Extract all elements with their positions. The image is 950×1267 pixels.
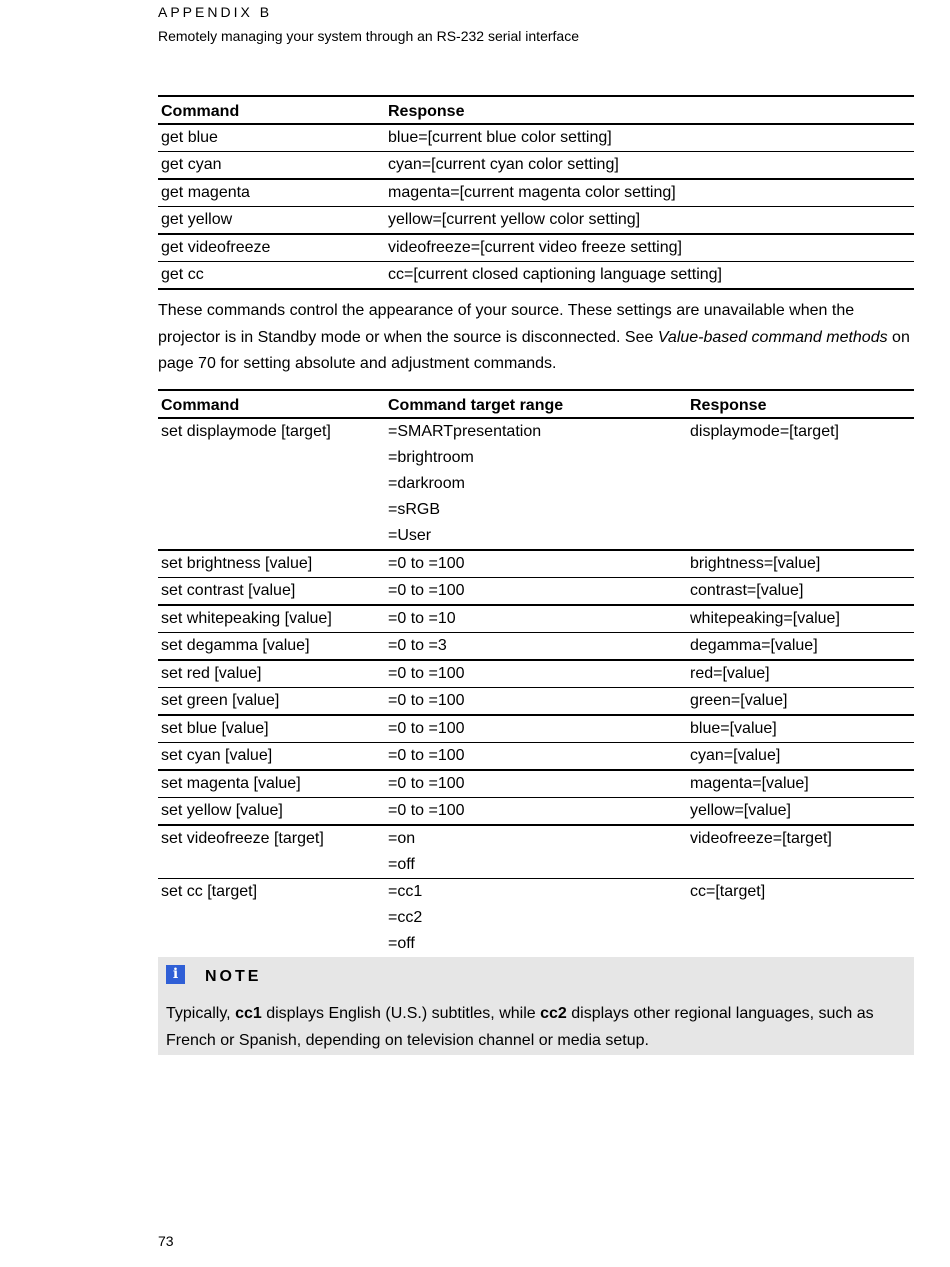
cross-reference-link[interactable]: Value-based command methods: [657, 328, 888, 346]
table-row: [158, 688, 914, 716]
table-row: [158, 262, 914, 290]
table-row: [158, 743, 914, 771]
page-number: 73: [158, 1233, 174, 1249]
table-row: [158, 550, 914, 578]
response-cell: magenta=[value]: [687, 770, 914, 798]
command-cell: set brightness [value]: [158, 550, 385, 578]
table-row: [158, 207, 914, 235]
command-cell: get videofreeze: [158, 234, 385, 262]
target-range-value: =cc2: [388, 909, 423, 926]
command-cell: set magenta [value]: [158, 770, 385, 798]
target-range-cell: [385, 770, 687, 798]
response-cell: brightness=[value]: [687, 550, 914, 578]
response-cell: yellow=[current yellow color setting]: [385, 207, 914, 235]
target-range-value: =0 to =100: [388, 747, 465, 764]
response-cell: cc=[current closed captioning language setting]: [385, 262, 914, 290]
table-row: [158, 879, 914, 959]
table-row: [158, 179, 914, 207]
target-range-cell: [385, 418, 687, 550]
command-cell: set cyan [value]: [158, 743, 385, 771]
target-range-value: =SMARTpresentation: [388, 423, 542, 440]
command-cell: set whitepeaking [value]: [158, 605, 385, 633]
target-range-value: =0 to =100: [388, 692, 465, 709]
command-cell: set contrast [value]: [158, 578, 385, 606]
chapter-subtitle: Remotely managing your system through an RS-232 serial interface: [158, 28, 579, 44]
table-row: [158, 152, 914, 180]
target-range-cell: [385, 660, 687, 688]
target-range-value: =0 to =100: [388, 665, 465, 682]
set-commands-table: [158, 389, 914, 959]
target-range-value: =0 to =3: [388, 637, 447, 654]
response-cell: videofreeze=[target]: [687, 825, 914, 879]
response-cell: videofreeze=[current video freeze setting]: [385, 234, 914, 262]
target-range-cell: [385, 550, 687, 578]
column-header-response: Response: [385, 96, 914, 124]
response-cell: yellow=[value]: [687, 798, 914, 826]
table-row: [158, 234, 914, 262]
target-range-value: =brightroom: [388, 449, 474, 466]
command-cell: set degamma [value]: [158, 633, 385, 661]
target-range-cell: [385, 879, 687, 959]
response-cell: whitepeaking=[value]: [687, 605, 914, 633]
table-row: [158, 660, 914, 688]
command-cell: get cc: [158, 262, 385, 290]
command-cell: set cc [target]: [158, 879, 385, 959]
response-cell: blue=[value]: [687, 715, 914, 743]
intro-paragraph: [158, 298, 914, 378]
table-row: [158, 124, 914, 152]
response-cell: cyan=[value]: [687, 743, 914, 771]
target-range-value: =darkroom: [388, 475, 465, 492]
target-range-value: =0 to =100: [388, 555, 465, 572]
target-range-cell: [385, 633, 687, 661]
intro-text: These commands control the appearance of your source. These settings are unavailable when the projector is in Standby mode or when the source is disconnected. See: [158, 302, 855, 346]
response-cell: contrast=[value]: [687, 578, 914, 606]
command-cell: get blue: [158, 124, 385, 152]
table-row: [158, 605, 914, 633]
target-range-cell: [385, 825, 687, 879]
table-row: [158, 418, 914, 550]
note-label: NOTE: [205, 968, 262, 985]
command-cell: set yellow [value]: [158, 798, 385, 826]
target-range-value: =sRGB: [388, 501, 441, 518]
target-range-cell: [385, 715, 687, 743]
target-range-value: =User: [388, 527, 432, 544]
note-text-part: displays English (U.S.) subtitles, while: [261, 1005, 541, 1022]
column-header-command: Command: [158, 390, 385, 418]
appendix-heading: APPENDIX B: [158, 4, 273, 20]
column-header-response: Response: [687, 390, 914, 418]
table-header-row: [158, 96, 914, 124]
table-row: [158, 770, 914, 798]
target-range-value: =0 to =10: [388, 610, 456, 627]
note-emphasis: cc2: [540, 1005, 567, 1022]
command-cell: get cyan: [158, 152, 385, 180]
target-range-cell: [385, 605, 687, 633]
note-box: [158, 957, 914, 1055]
note-text-part: displays other regional languages, such as French or Spanish, depending on television channel or media setup.: [166, 1005, 874, 1049]
table-row: [158, 633, 914, 661]
target-range-value: =on: [388, 830, 416, 847]
table-header-row: [158, 390, 914, 418]
command-cell: set red [value]: [158, 660, 385, 688]
response-cell: magenta=[current magenta color setting]: [385, 179, 914, 207]
target-range-value: =0 to =100: [388, 802, 465, 819]
target-range-value: =0 to =100: [388, 582, 465, 599]
response-cell: blue=[current blue color setting]: [385, 124, 914, 152]
response-cell: green=[value]: [687, 688, 914, 716]
response-cell: cyan=[current cyan color setting]: [385, 152, 914, 180]
target-range-value: =0 to =100: [388, 720, 465, 737]
target-range-value: =0 to =100: [388, 775, 465, 792]
get-commands-table: [158, 95, 914, 290]
target-range-cell: [385, 578, 687, 606]
note-text-part: Typically,: [166, 1005, 236, 1022]
target-range-cell: [385, 798, 687, 826]
command-cell: set displaymode [target]: [158, 418, 385, 550]
command-cell: set videofreeze [target]: [158, 825, 385, 879]
table-row: [158, 715, 914, 743]
target-range-value: =cc1: [388, 883, 423, 900]
table-row: [158, 798, 914, 826]
info-icon: i: [166, 965, 185, 984]
target-range-value: =off: [388, 935, 415, 952]
response-cell: cc=[target]: [687, 879, 914, 959]
command-cell: set blue [value]: [158, 715, 385, 743]
note-text: [166, 1001, 906, 1054]
response-cell: displaymode=[target]: [687, 418, 914, 550]
target-range-value: =off: [388, 856, 415, 873]
command-cell: set green [value]: [158, 688, 385, 716]
table-row: [158, 578, 914, 606]
response-cell: red=[value]: [687, 660, 914, 688]
column-header-command: Command: [158, 96, 385, 124]
target-range-cell: [385, 688, 687, 716]
intro-text-end: on page 70 for setting absolute and adjustment commands.: [158, 328, 910, 372]
command-cell: get yellow: [158, 207, 385, 235]
response-cell: degamma=[value]: [687, 633, 914, 661]
table-row: [158, 825, 914, 879]
column-header-target-range: Command target range: [385, 390, 687, 418]
note-emphasis: cc1: [235, 1005, 262, 1022]
target-range-cell: [385, 743, 687, 771]
command-cell: get magenta: [158, 179, 385, 207]
